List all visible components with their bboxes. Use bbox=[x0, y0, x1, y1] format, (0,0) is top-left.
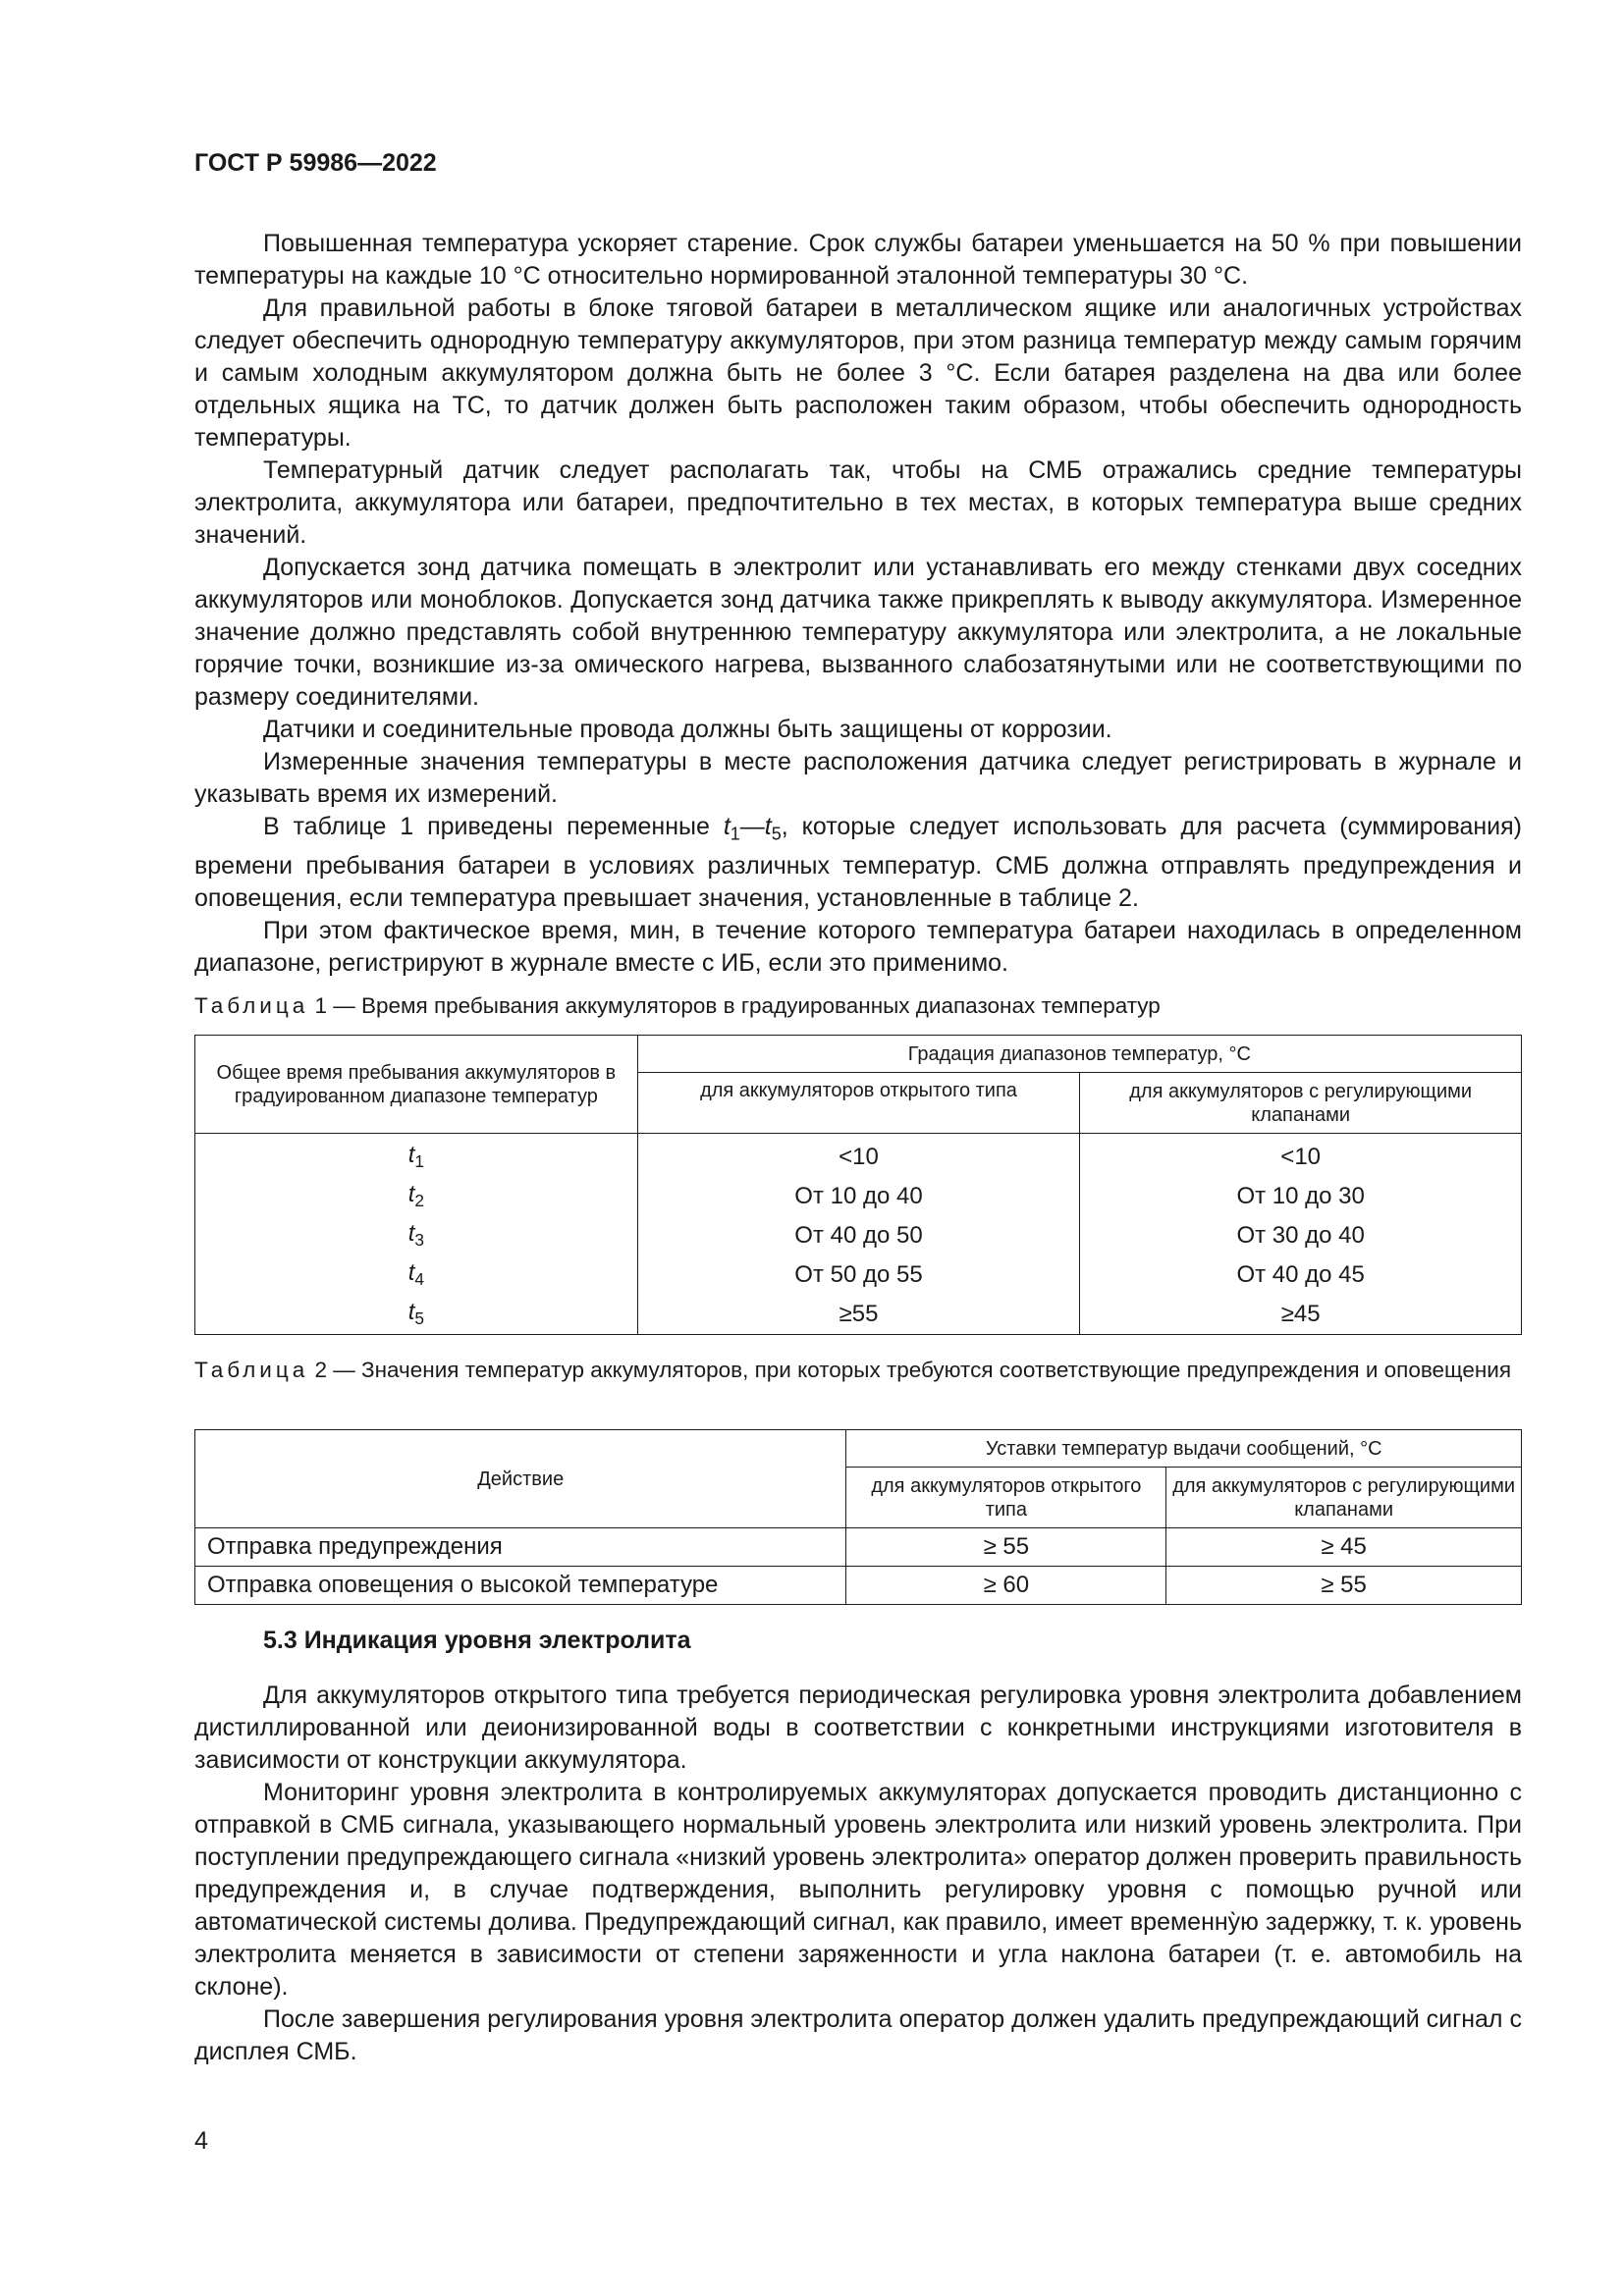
paragraph: Для правильной работы в блоке тяговой батареи в металлическом ящике или аналогичных устройствах следует обеспечить однородную температуру аккумуляторов, при этом разница температур между самым горячим и самым холодным аккумулятором должна быть не более 3 °С. Если батарея разделена на два или более отдельных ящика на ТС, то датчик должен быть расположен таким образом, чтобы обеспечить однородность температуры. bbox=[194, 294, 1522, 452]
paragraph: При этом фактическое время, мин, в течение которого температура батареи находилась в определенном диапазоне, регистрируют в журнале вместе с ИБ, если это применимо. bbox=[194, 917, 1522, 978]
group-header: Градация диапазонов температур, °С bbox=[637, 1036, 1521, 1073]
table-row: $t_5$ ≥55 ≥45 bbox=[195, 1295, 1522, 1335]
column-header: Общее время пребывания аккумуляторов в градуированном диапазоне температур bbox=[195, 1036, 638, 1134]
column-header: для аккумуляторов с регулирующими клапанами bbox=[1080, 1073, 1522, 1134]
intro-text bbox=[194, 228, 1522, 980]
section-heading: 5.3 Индикация уровня электролита bbox=[263, 1627, 691, 1654]
page-number: 4 bbox=[194, 2127, 208, 2155]
column-header: для аккумуляторов открытого типа bbox=[637, 1073, 1080, 1134]
paragraph: Допускается зонд датчика помещать в электролит или устанавливать его между стенками двух соседних аккумуляторов или моноблоков. Допускается зонд датчика также прикреплять к выводу аккумулятора. Измеренное значение должно представлять собой внутреннюю температуру аккумулятора или электролита, а не локальные горячие точки, возникшие из-за омического нагрева, вызванного слабозатянутыми или не соответствующими по размеру соединителями. bbox=[194, 554, 1522, 711]
table-alert-thresholds bbox=[194, 1429, 1522, 1605]
paragraph: Для аккумуляторов открытого типа требуется периодическая регулировка уровня электролита добавлением дистиллированной или деионизированной воды в соответствии с конкретными инструкциями изготовителя в зависимости от конструкции аккумулятора. bbox=[194, 1682, 1522, 1774]
column-header: Действие bbox=[195, 1430, 846, 1528]
standard-designation: ГОСТ Р 59986—2022 bbox=[194, 149, 437, 177]
paragraph: Мониторинг уровня электролита в контролируемых аккумуляторах допускается проводить дистанционно с отправкой в СМБ сигнала, указывающего нормальный уровень электролита или низкий уровень электролита. При поступлении предупреждающего сигнала «низкий уровень электролита» оператор должен проверить правильность предупреждения и, в случае подтверждения, выполнить регулировку уровня с помощью ручной или автоматической системы долива. Предупреждающий сигнал, как правило, имеет временну̀ю задержку, т. к. уровень электролита меняется в зависимости от степени заряженности и угла наклона батареи (т. е. автомобиль на склоне). bbox=[194, 1779, 1522, 2001]
table2-caption: Таблица 2 — Значения температур аккумуляторов, при которых требуются соответствующие предупреждения и оповещения bbox=[194, 1358, 1512, 1382]
column-header: для аккумуляторов с регулирующими клапанами bbox=[1166, 1468, 1522, 1528]
table-row: $t_3$ От 40 до 50 От 30 до 40 bbox=[195, 1216, 1522, 1255]
column-header: для аккумуляторов открытого типа bbox=[846, 1468, 1166, 1528]
table-row: $t_2$ От 10 до 40 От 10 до 30 bbox=[195, 1177, 1522, 1216]
table1-caption: Таблица 1 — Время пребывания аккумуляторов в градуированных диапазонах температур bbox=[194, 993, 1161, 1018]
variables-paragraph: В таблице 1 приведены переменные $t_1—t_5$, которые следует использовать для расчета (суммирования) времени пребывания батареи в условиях различных температур. СМБ должна отправлять предупреждения и оповещения, если температура превышает значения, установленные в таблице 2. bbox=[194, 813, 1522, 913]
paragraph: После завершения регулирования уровня электролита оператор должен удалить предупреждающий сигнал с дисплея СМБ. bbox=[194, 2005, 1522, 2065]
table-row: $t_1$ <10 <10 bbox=[195, 1134, 1522, 1178]
paragraph: Температурный датчик следует располагать так, чтобы на СМБ отражались средние температуры электролита, аккумулятора или батареи, предпочтительно в тех местах, в которых температура выше средних значений. bbox=[194, 456, 1522, 549]
table-row: Отправка оповещения о высокой температуре ≥ 60 ≥ 55 bbox=[195, 1567, 1522, 1605]
paragraph: Измеренные значения температуры в месте расположения датчика следует регистрировать в журнале и указывать время их измерений. bbox=[194, 748, 1522, 808]
table-row: Отправка предупреждения ≥ 55 ≥ 45 bbox=[195, 1528, 1522, 1567]
paragraph: Повышенная температура ускоряет старение. Срок службы батареи уменьшается на 50 % при повышении температуры на каждые 10 °С относительно нормированной эталонной температуры 30 °С. bbox=[194, 230, 1522, 290]
group-header: Уставки температур выдачи сообщений, °С bbox=[846, 1430, 1522, 1468]
table-residence-time bbox=[194, 1035, 1522, 1335]
paragraph: Датчики и соединительные провода должны быть защищены от коррозии. bbox=[263, 716, 1112, 743]
table-row: $t_4$ От 50 до 55 От 40 до 45 bbox=[195, 1255, 1522, 1295]
section-text bbox=[194, 1680, 1522, 2068]
